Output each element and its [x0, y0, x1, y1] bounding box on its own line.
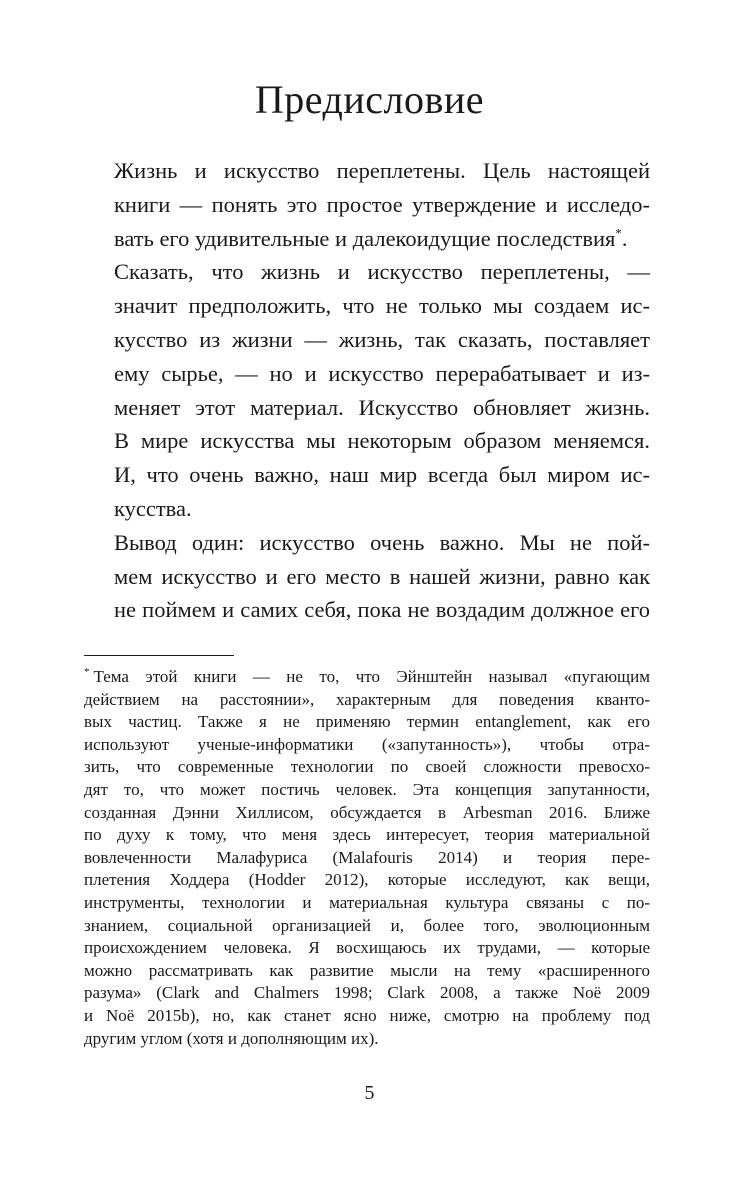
- text-line: В мире искусства мы некоторым образом меняемся.: [114, 428, 650, 454]
- footnote-line: другим углом (хотя и дополняющим их).: [84, 1028, 379, 1048]
- footnote-line: знанием, социальной организацией и, более того, эволюционным: [84, 915, 650, 935]
- text-line-content: вать его удивительные и далекоидущие последствия: [114, 225, 616, 251]
- footnote: [84, 666, 650, 1050]
- footnote-line: разума» (Clark and Chalmers 1998; Clark 2008, а также Noë 2009: [84, 983, 650, 1003]
- footnote-marker: *: [84, 666, 90, 679]
- footnote-line: происхождением человека. Я восхищаюсь их трудами, — которые: [84, 938, 650, 958]
- text-line: И, что очень важно, наш мир всегда был миром ис-: [114, 462, 650, 488]
- footnote-divider: [84, 655, 234, 656]
- text-line: кусство из жизни — жизнь, так сказать, поставляет: [114, 326, 650, 352]
- text-line: не поймем и самих себя, пока не воздадим должное его: [114, 597, 650, 623]
- footnote-line: вовлеченности Малафуриса (Malafouris 2014) и теория пере-: [84, 847, 650, 867]
- text-line: Вывод один: искусство очень важно. Мы не пой-: [114, 529, 650, 555]
- footnote-line: вых частиц. Также я не применяю термин entanglement, как его: [84, 712, 650, 732]
- footnote-line: [84, 666, 650, 689]
- footnote-line: созданная Дэнни Хиллисом, обсуждается в Arbesman 2016. Ближе: [84, 802, 650, 822]
- text-line: книги — понять это простое утверждение и исследо-: [114, 191, 650, 217]
- footnote-line: дят то, что может постичь человек. Эта концепция запутанности,: [84, 779, 650, 799]
- footnote-line-content: Тема этой книги — не то, что Эйнштейн называл «пугающим: [93, 667, 650, 686]
- text-line: мем искусство и его место в нашей жизни, равно как: [114, 563, 650, 589]
- text-line: Жизнь и искусство переплетены. Цель настоящей: [114, 158, 650, 183]
- text-line: ему сырье, — но и искусство перерабатывает и из-: [114, 360, 650, 386]
- footnote-line: плетения Ходдера (Hodder 2012), которые исследуют, как вещи,: [84, 870, 650, 890]
- footnote-line: по духу к тому, что меня здесь интересует, теория материальной: [84, 825, 650, 845]
- text-line: Сказать, что жизнь и искусство переплетены, —: [114, 259, 650, 285]
- footnote-line: действием на расстоянии», характерным для поведения кванто-: [84, 689, 650, 709]
- paragraph-1: [84, 154, 650, 255]
- footnote-line: инструменты, технологии и материальная культура связаны с по-: [84, 892, 650, 912]
- footnote-line: зить, что современные технологии по своей сложности превосхо-: [84, 757, 650, 777]
- text-line: кусства.: [114, 495, 192, 521]
- main-text: [84, 154, 650, 627]
- text-line: значит предположить, что не только мы создаем ис-: [114, 293, 650, 319]
- chapter-title: Предисловие: [254, 77, 485, 122]
- footnote-reference[interactable]: *: [615, 225, 622, 241]
- page-number: 5: [364, 1082, 375, 1104]
- paragraph-3: [84, 526, 650, 627]
- footnote-line: и Noë 2015b), но, как станет ясно ниже, смотрю на проблему под: [84, 1005, 650, 1025]
- sentence-end: .: [621, 225, 628, 251]
- footnote-line: используют ученые-информатики («запутанность»), чтобы отра-: [84, 734, 650, 754]
- text-line: меняет этот материал. Искусство обновляет жизнь.: [114, 394, 650, 420]
- footnote-line: можно рассматривать как развитие мысли на тему «расширенного: [84, 960, 650, 980]
- paragraph-2: [84, 255, 650, 525]
- text-line: [84, 222, 650, 256]
